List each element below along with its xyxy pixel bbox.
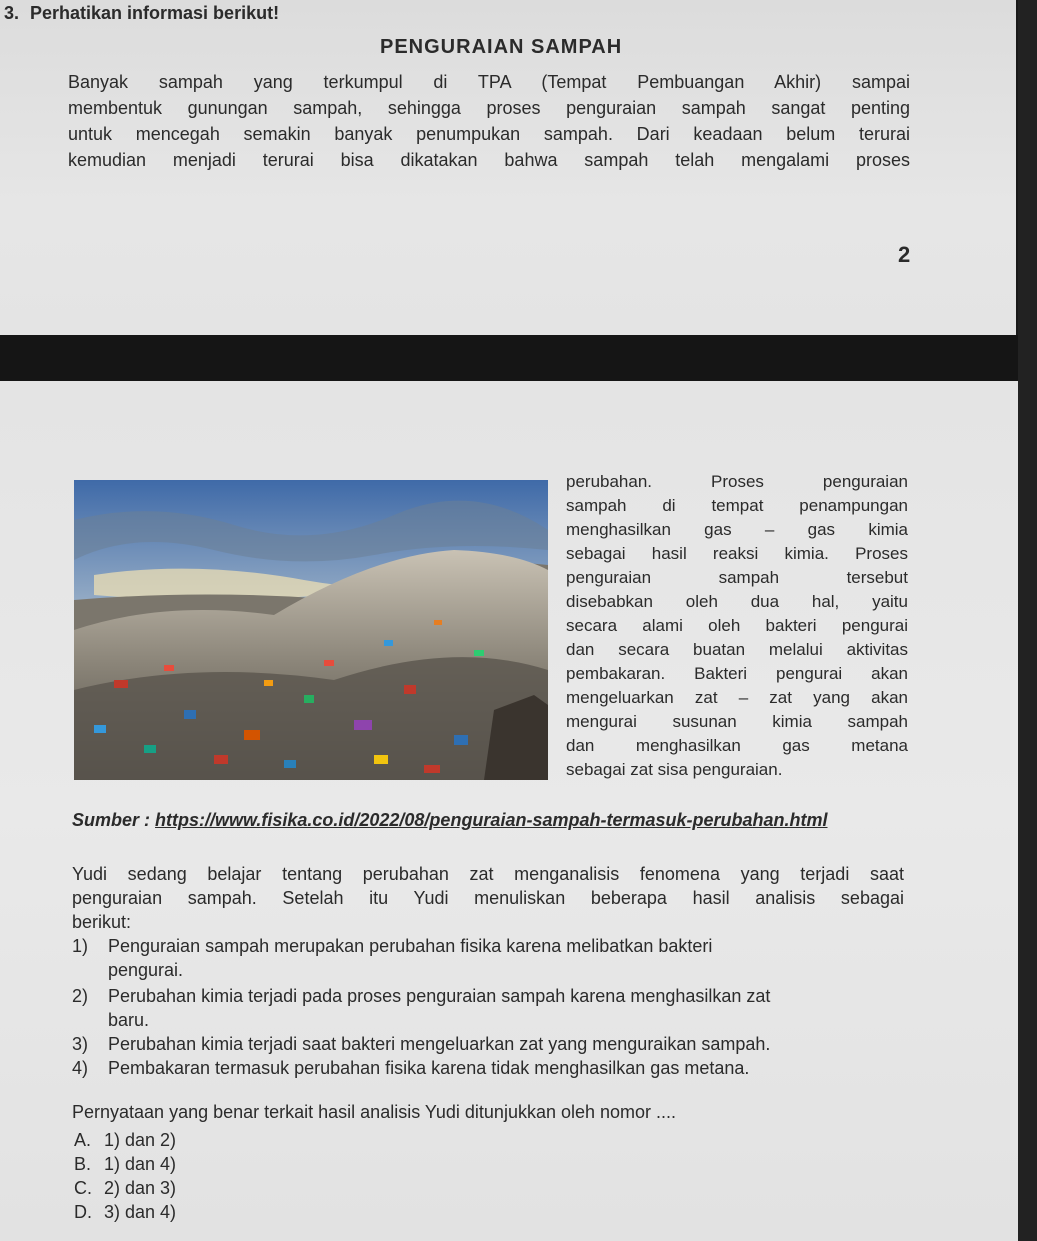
- landfill-photo: [74, 480, 548, 780]
- paragraph2-line: disebabkan oleh dua hal, yaitu: [566, 592, 908, 611]
- statement-text: Penguraian sampah merupakan perubahan fisika karena melibatkan bakteri: [108, 936, 713, 956]
- source-citation: [72, 810, 828, 831]
- question-prompt: Pernyataan yang benar terkait hasil analisis Yudi ditunjukkan oleh nomor ....: [72, 1102, 677, 1122]
- statement-item: [72, 1032, 904, 1056]
- question-intro: Perhatikan informasi berikut!: [30, 3, 280, 23]
- scenario-line: Yudi sedang belajar tentang perubahan zat menganalisis fenomena yang terjadi saat: [72, 864, 904, 884]
- paragraph2-line: sampah di tempat penampungan: [566, 496, 908, 515]
- question-number: 3.: [4, 3, 20, 23]
- option-letter: B.: [74, 1154, 92, 1174]
- paragraph2-line: menghasilkan gas – gas kimia: [566, 520, 908, 539]
- option-text: 1) dan 2): [104, 1130, 177, 1150]
- paragraph1-line: untuk mencegah semakin banyak penumpukan sampah. Dari keadaan belum terurai: [68, 124, 910, 144]
- statement-text: Pembakaran termasuk perubahan fisika karena tidak menghasilkan gas metana.: [108, 1058, 750, 1078]
- paragraph2-line: sebagai zat sisa penguraian.: [566, 760, 783, 779]
- option-d[interactable]: [74, 1200, 176, 1224]
- page-number: 2: [898, 242, 911, 267]
- statement-text: Perubahan kimia terjadi pada proses penguraian sampah karena menghasilkan zat: [108, 986, 771, 1006]
- paragraph2-line: pembakaran. Bakteri pengurai akan: [566, 664, 908, 683]
- paragraph2-line: secara alami oleh bakteri pengurai: [566, 616, 908, 635]
- page-gap-band: [0, 335, 1037, 381]
- paragraph2-line: perubahan. Proses penguraian: [566, 472, 908, 491]
- statement-item: [72, 934, 904, 958]
- paragraph2-line: penguraian sampah tersebut: [566, 568, 908, 587]
- paragraph2-line: dan secara buatan melalui aktivitas: [566, 640, 908, 659]
- statement-item: [72, 1056, 904, 1080]
- statement-item: [72, 984, 904, 1008]
- option-letter: A.: [74, 1130, 92, 1150]
- option-letter: C.: [74, 1178, 92, 1198]
- option-a[interactable]: [74, 1128, 176, 1152]
- scenario-line: berikut:: [72, 912, 132, 932]
- option-c[interactable]: [74, 1176, 176, 1200]
- statement-continuation: baru.: [108, 1010, 150, 1030]
- statement-number: 3): [72, 1034, 89, 1054]
- paragraph2-line: sebagai hasil reaksi kimia. Proses: [566, 544, 908, 563]
- paragraph1-line: kemudian menjadi terurai bisa dikatakan bahwa sampah telah mengalami proses: [68, 150, 910, 170]
- option-text: 3) dan 4): [104, 1202, 177, 1222]
- paragraph1-line: Banyak sampah yang terkumpul di TPA (Tempat Pembuangan Akhir) sampai: [68, 72, 910, 92]
- statement-number: 4): [72, 1058, 89, 1078]
- source-link[interactable]: https://www.fisika.co.id/2022/08/penguraian-sampah-termasuk-perubahan.html: [155, 810, 828, 830]
- statement-number: 2): [72, 986, 89, 1006]
- screen-edge: [1018, 0, 1037, 1241]
- paragraph2-line: dan menghasilkan gas metana: [566, 736, 908, 755]
- paragraph2-line: mengeluarkan zat – zat yang akan: [566, 688, 908, 707]
- option-text: 2) dan 3): [104, 1178, 177, 1198]
- source-label: Sumber :: [72, 810, 156, 830]
- statement-text: Perubahan kimia terjadi saat bakteri mengeluarkan zat yang menguraikan sampah.: [108, 1034, 771, 1054]
- paragraph1-line: membentuk gunungan sampah, sehingga proses penguraian sampah sangat penting: [68, 98, 910, 118]
- option-letter: D.: [74, 1202, 92, 1222]
- statement-continuation: pengurai.: [108, 960, 184, 980]
- option-b[interactable]: [74, 1152, 176, 1176]
- article-title: PENGURAIAN SAMPAH: [380, 36, 623, 58]
- paragraph2-line: mengurai susunan kimia sampah: [566, 712, 908, 731]
- scenario-line: penguraian sampah. Setelah itu Yudi menuliskan beberapa hasil analisis sebagai: [72, 888, 904, 908]
- option-text: 1) dan 4): [104, 1154, 177, 1174]
- statement-number: 1): [72, 936, 89, 956]
